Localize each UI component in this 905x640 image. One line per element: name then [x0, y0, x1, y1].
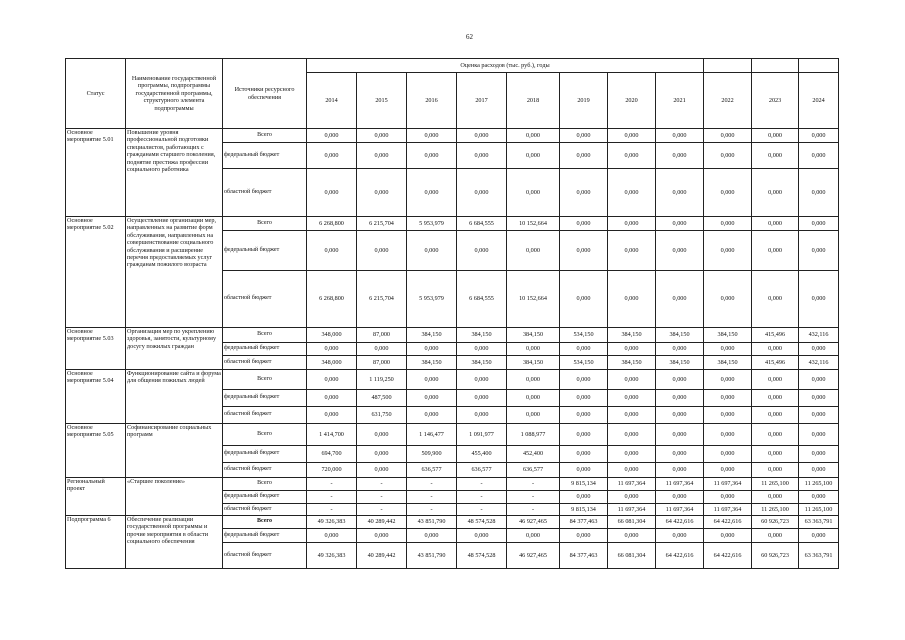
value-cell: 0,000 — [799, 169, 839, 217]
value-cell: 64 422,616 — [656, 516, 704, 529]
value-cell: 0,000 — [507, 390, 560, 407]
value-cell: 0,000 — [704, 446, 752, 463]
value-cell: 0,000 — [704, 390, 752, 407]
value-cell: 0,000 — [560, 169, 608, 217]
value-cell: 0,000 — [656, 463, 704, 478]
value-cell: 0,000 — [799, 529, 839, 543]
value-cell: 0,000 — [307, 407, 357, 424]
row-status: Региональный проект — [66, 478, 126, 516]
value-cell: 0,000 — [608, 143, 656, 169]
value-cell: 0,000 — [752, 370, 799, 390]
value-cell: 0,000 — [704, 370, 752, 390]
table-row — [66, 129, 839, 143]
value-cell: 11 697,364 — [656, 478, 704, 491]
value-cell: 0,000 — [507, 129, 560, 143]
value-cell: 0,000 — [560, 217, 608, 231]
value-cell: 5 953,979 — [407, 271, 457, 328]
value-cell: - — [407, 478, 457, 491]
value-cell: 0,000 — [656, 424, 704, 446]
header-year: 2015 — [357, 73, 407, 129]
value-cell: 0,000 — [799, 343, 839, 356]
value-cell: 0,000 — [407, 390, 457, 407]
value-cell: 694,700 — [307, 446, 357, 463]
value-cell: 0,000 — [608, 217, 656, 231]
value-cell: 84 377,463 — [560, 543, 608, 569]
value-cell: 0,000 — [752, 231, 799, 271]
row-source: федеральный бюджет — [223, 491, 307, 504]
value-cell: 0,000 — [457, 169, 507, 217]
value-cell: 0,000 — [799, 424, 839, 446]
row-source: областной бюджет — [223, 356, 307, 370]
value-cell: 384,150 — [608, 356, 656, 370]
header-sources: Источники ресурсного обеспечения — [223, 59, 307, 129]
value-cell: 0,000 — [704, 217, 752, 231]
value-cell: 0,000 — [656, 231, 704, 271]
value-cell: 11 697,364 — [656, 504, 704, 516]
row-source: Всего — [223, 129, 307, 143]
value-cell: 11 265,100 — [752, 504, 799, 516]
value-cell: 6 684,555 — [457, 271, 507, 328]
value-cell: 0,000 — [357, 424, 407, 446]
value-cell: 0,000 — [704, 529, 752, 543]
row-name: Организация мер по укреплению здоровья, занятости, культурному досугу пожилых граждан — [126, 328, 223, 370]
value-cell: 534,150 — [560, 356, 608, 370]
value-cell: 0,000 — [799, 143, 839, 169]
value-cell: 0,000 — [560, 271, 608, 328]
value-cell: 0,000 — [799, 446, 839, 463]
value-cell: 11 265,100 — [799, 504, 839, 516]
row-status: Основное мероприятие 5.05 — [66, 424, 126, 478]
table-row — [66, 370, 839, 390]
row-source: областной бюджет — [223, 463, 307, 478]
value-cell: 0,000 — [799, 370, 839, 390]
row-status: Основное мероприятие 5.03 — [66, 328, 126, 370]
value-cell: 10 152,664 — [507, 271, 560, 328]
value-cell: 0,000 — [752, 390, 799, 407]
value-cell: 0,000 — [507, 407, 560, 424]
value-cell: 0,000 — [457, 370, 507, 390]
value-cell: 415,496 — [752, 356, 799, 370]
value-cell: 636,577 — [457, 463, 507, 478]
value-cell: 11 265,100 — [799, 478, 839, 491]
row-source: федеральный бюджет — [223, 446, 307, 463]
value-cell: 0,000 — [799, 463, 839, 478]
value-cell: 49 326,383 — [307, 516, 357, 529]
header-year: 2019 — [560, 73, 608, 129]
header-year: 2014 — [307, 73, 357, 129]
value-cell: 0,000 — [357, 169, 407, 217]
value-cell: 0,000 — [560, 390, 608, 407]
value-cell: 0,000 — [457, 143, 507, 169]
value-cell: 0,000 — [656, 343, 704, 356]
value-cell: 0,000 — [357, 231, 407, 271]
header-year: 2023 — [752, 73, 799, 129]
value-cell: 0,000 — [307, 231, 357, 271]
value-cell: 0,000 — [507, 169, 560, 217]
value-cell: 0,000 — [799, 390, 839, 407]
value-cell: - — [507, 504, 560, 516]
value-cell: 0,000 — [656, 407, 704, 424]
value-cell: 534,150 — [560, 328, 608, 343]
row-name: Обеспечение реализации государственной программы и прочие мероприятия в области социального обеспечения — [126, 516, 223, 569]
header-status: Статус — [66, 59, 126, 129]
value-cell: 11 697,364 — [704, 504, 752, 516]
value-cell: 0,000 — [704, 231, 752, 271]
value-cell: 0,000 — [656, 390, 704, 407]
value-cell: 0,000 — [357, 463, 407, 478]
value-cell: 0,000 — [407, 343, 457, 356]
value-cell: 49 326,383 — [307, 543, 357, 569]
value-cell: 720,000 — [307, 463, 357, 478]
header-year: 2020 — [608, 73, 656, 129]
value-cell: 0,000 — [656, 143, 704, 169]
value-cell: - — [457, 491, 507, 504]
value-cell: 455,400 — [457, 446, 507, 463]
value-cell: 415,496 — [752, 328, 799, 343]
value-cell: 0,000 — [457, 407, 507, 424]
value-cell: 0,000 — [799, 407, 839, 424]
row-source: федеральный бюджет — [223, 143, 307, 169]
row-source: областной бюджет — [223, 407, 307, 424]
value-cell: 43 851,790 — [407, 543, 457, 569]
row-source: Всего — [223, 217, 307, 231]
value-cell: 384,150 — [407, 328, 457, 343]
value-cell: 384,150 — [457, 356, 507, 370]
value-cell: 0,000 — [457, 129, 507, 143]
value-cell: 0,000 — [357, 143, 407, 169]
value-cell: 0,000 — [752, 271, 799, 328]
header-year: 2018 — [507, 73, 560, 129]
value-cell: 0,000 — [560, 529, 608, 543]
value-cell: 0,000 — [560, 370, 608, 390]
row-source: Всего — [223, 478, 307, 491]
value-cell: 0,000 — [407, 370, 457, 390]
value-cell: 0,000 — [704, 129, 752, 143]
value-cell: 384,150 — [704, 356, 752, 370]
value-cell: 0,000 — [656, 370, 704, 390]
value-cell: 0,000 — [608, 424, 656, 446]
value-cell: 0,000 — [560, 491, 608, 504]
value-cell: 0,000 — [307, 390, 357, 407]
value-cell: 636,577 — [507, 463, 560, 478]
header-year: 2017 — [457, 73, 507, 129]
value-cell: 0,000 — [307, 343, 357, 356]
value-cell: 6 684,555 — [457, 217, 507, 231]
row-name: Софинансирование социальных программ — [126, 424, 223, 478]
value-cell: 0,000 — [656, 446, 704, 463]
row-source: федеральный бюджет — [223, 343, 307, 356]
value-cell: 0,000 — [752, 491, 799, 504]
table-row — [66, 328, 839, 343]
value-cell: 0,000 — [752, 424, 799, 446]
row-source: областной бюджет — [223, 271, 307, 328]
row-source: Всего — [223, 516, 307, 529]
row-name: «Старшее поколение» — [126, 478, 223, 516]
value-cell: 0,000 — [704, 491, 752, 504]
header-year: 2016 — [407, 73, 457, 129]
row-source: федеральный бюджет — [223, 390, 307, 407]
row-source: федеральный бюджет — [223, 529, 307, 543]
value-cell: 48 574,528 — [457, 516, 507, 529]
value-cell: 636,577 — [407, 463, 457, 478]
value-cell: 0,000 — [752, 529, 799, 543]
value-cell: - — [407, 491, 457, 504]
value-cell: 0,000 — [457, 390, 507, 407]
value-cell: 10 152,664 — [507, 217, 560, 231]
row-source: Всего — [223, 328, 307, 343]
value-cell: 87,000 — [357, 356, 407, 370]
row-status: Подпрограмма 6 — [66, 516, 126, 569]
page-number: 62 — [466, 33, 473, 41]
value-cell: 384,150 — [507, 356, 560, 370]
value-cell: 452,400 — [507, 446, 560, 463]
value-cell: 0,000 — [704, 343, 752, 356]
value-cell: 0,000 — [656, 169, 704, 217]
value-cell: 11 697,364 — [608, 478, 656, 491]
value-cell: 0,000 — [656, 217, 704, 231]
value-cell: 0,000 — [560, 424, 608, 446]
row-status: Основное мероприятие 5.04 — [66, 370, 126, 424]
value-cell: 0,000 — [608, 463, 656, 478]
value-cell: 1 414,700 — [307, 424, 357, 446]
value-cell: 63 363,791 — [799, 543, 839, 569]
value-cell: - — [307, 478, 357, 491]
row-name: Повышение уровня профессиональной подготовки специалистов, работающих с гражданами старшего поколения, поднятие престижа профессии социального работника — [126, 129, 223, 217]
value-cell: 1 091,977 — [457, 424, 507, 446]
value-cell: 0,000 — [656, 271, 704, 328]
value-cell: 384,150 — [656, 356, 704, 370]
value-cell: 40 289,442 — [357, 543, 407, 569]
value-cell: - — [507, 491, 560, 504]
value-cell: 0,000 — [407, 169, 457, 217]
value-cell: 348,000 — [307, 356, 357, 370]
value-cell: 0,000 — [752, 343, 799, 356]
value-cell: 0,000 — [357, 129, 407, 143]
value-cell: - — [457, 478, 507, 491]
value-cell: 46 927,465 — [507, 516, 560, 529]
value-cell: 6 268,800 — [307, 271, 357, 328]
value-cell: 487,500 — [357, 390, 407, 407]
expenditure-table — [65, 58, 839, 569]
value-cell: 9 815,134 — [560, 478, 608, 491]
value-cell: 0,000 — [656, 491, 704, 504]
value-cell: 0,000 — [704, 271, 752, 328]
value-cell: 0,000 — [507, 370, 560, 390]
value-cell: 0,000 — [608, 446, 656, 463]
value-cell: 0,000 — [608, 169, 656, 217]
value-cell: 0,000 — [507, 343, 560, 356]
value-cell: 0,000 — [407, 129, 457, 143]
value-cell: 0,000 — [752, 407, 799, 424]
value-cell: 0,000 — [704, 463, 752, 478]
value-cell: 0,000 — [799, 491, 839, 504]
header-name: Наименование государственной программы, подпрограммы государственной программы, структурного элемента подпрограммы — [126, 59, 223, 129]
value-cell: 0,000 — [752, 143, 799, 169]
value-cell: 0,000 — [307, 529, 357, 543]
value-cell: 0,000 — [307, 169, 357, 217]
value-cell: 0,000 — [799, 271, 839, 328]
row-source: областной бюджет — [223, 543, 307, 569]
value-cell: - — [357, 491, 407, 504]
value-cell: - — [307, 491, 357, 504]
value-cell: 0,000 — [357, 446, 407, 463]
value-cell: 0,000 — [752, 217, 799, 231]
value-cell: 0,000 — [307, 370, 357, 390]
value-cell: 0,000 — [608, 129, 656, 143]
value-cell: 64 422,616 — [656, 543, 704, 569]
value-cell: 509,900 — [407, 446, 457, 463]
value-cell: 6 215,704 — [357, 271, 407, 328]
value-cell: - — [507, 478, 560, 491]
value-cell: 0,000 — [560, 129, 608, 143]
value-cell: 384,150 — [608, 328, 656, 343]
row-source: Всего — [223, 424, 307, 446]
value-cell: 0,000 — [799, 217, 839, 231]
value-cell: 0,000 — [608, 370, 656, 390]
value-cell: 0,000 — [457, 231, 507, 271]
value-cell: 0,000 — [560, 463, 608, 478]
value-cell: 0,000 — [357, 343, 407, 356]
value-cell: 64 422,616 — [704, 516, 752, 529]
value-cell: - — [307, 504, 357, 516]
value-cell: 87,000 — [357, 328, 407, 343]
value-cell: 384,150 — [704, 328, 752, 343]
value-cell: 0,000 — [608, 491, 656, 504]
value-cell: 0,000 — [507, 529, 560, 543]
value-cell: 0,000 — [608, 343, 656, 356]
value-cell: 0,000 — [752, 169, 799, 217]
value-cell: 66 081,304 — [608, 516, 656, 529]
header-year: 2024 — [799, 73, 839, 129]
value-cell: 43 851,790 — [407, 516, 457, 529]
value-cell: 1 146,477 — [407, 424, 457, 446]
value-cell: 40 289,442 — [357, 516, 407, 529]
row-source: областной бюджет — [223, 504, 307, 516]
value-cell: 1 119,250 — [357, 370, 407, 390]
value-cell: 0,000 — [507, 231, 560, 271]
value-cell: 0,000 — [704, 169, 752, 217]
value-cell: 0,000 — [656, 529, 704, 543]
value-cell: 348,000 — [307, 328, 357, 343]
value-cell: 0,000 — [752, 446, 799, 463]
value-cell: 631,750 — [357, 407, 407, 424]
value-cell: 0,000 — [560, 143, 608, 169]
value-cell: 0,000 — [507, 143, 560, 169]
value-cell: 5 953,979 — [407, 217, 457, 231]
value-cell: 64 422,616 — [704, 543, 752, 569]
value-cell: 11 697,364 — [704, 478, 752, 491]
value-cell: 11 697,364 — [608, 504, 656, 516]
header-year: 2021 — [656, 73, 704, 129]
value-cell: 0,000 — [407, 407, 457, 424]
value-cell: - — [457, 504, 507, 516]
value-cell: 0,000 — [608, 390, 656, 407]
header-year: 2022 — [704, 73, 752, 129]
value-cell: 0,000 — [560, 446, 608, 463]
value-cell: 0,000 — [407, 231, 457, 271]
row-source: областной бюджет — [223, 169, 307, 217]
value-cell: 0,000 — [457, 343, 507, 356]
value-cell: 6 268,800 — [307, 217, 357, 231]
value-cell: 0,000 — [307, 143, 357, 169]
value-cell: 46 927,465 — [507, 543, 560, 569]
value-cell: 0,000 — [704, 407, 752, 424]
value-cell: 384,150 — [457, 328, 507, 343]
header-estimate: Оценка расходов (тыс. руб.), годы — [307, 59, 704, 73]
value-cell: 0,000 — [608, 271, 656, 328]
value-cell: 384,150 — [507, 328, 560, 343]
table-row — [66, 424, 839, 446]
row-status: Основное мероприятие 5.02 — [66, 217, 126, 328]
value-cell: 0,000 — [407, 143, 457, 169]
table-row — [66, 217, 839, 231]
value-cell: 60 926,723 — [752, 543, 799, 569]
row-source: федеральный бюджет — [223, 231, 307, 271]
value-cell: 0,000 — [560, 231, 608, 271]
value-cell: - — [407, 504, 457, 516]
table-row — [66, 516, 839, 529]
value-cell: 0,000 — [560, 343, 608, 356]
value-cell: 60 926,723 — [752, 516, 799, 529]
value-cell: 66 081,304 — [608, 543, 656, 569]
value-cell: 11 265,100 — [752, 478, 799, 491]
value-cell: 0,000 — [704, 143, 752, 169]
value-cell: 0,000 — [608, 529, 656, 543]
value-cell: - — [357, 478, 407, 491]
value-cell: 432,116 — [799, 328, 839, 343]
value-cell: 48 574,528 — [457, 543, 507, 569]
value-cell: 0,000 — [457, 529, 507, 543]
value-cell: 384,150 — [656, 328, 704, 343]
row-name: Функционирование сайта и форума для общения пожилых людей — [126, 370, 223, 424]
value-cell: 0,000 — [799, 129, 839, 143]
value-cell: - — [357, 504, 407, 516]
value-cell: 0,000 — [752, 463, 799, 478]
value-cell: 432,116 — [799, 356, 839, 370]
value-cell: 9 815,134 — [560, 504, 608, 516]
value-cell: 0,000 — [656, 129, 704, 143]
row-name: Осуществление организации мер, направленных на развитие форм обслуживания, направленных на совершенствование социального обслуживания и расширение перечня предоставляемых услуг гражданам пожилого возраста — [126, 217, 223, 328]
value-cell: 0,000 — [799, 231, 839, 271]
value-cell: 0,000 — [608, 231, 656, 271]
table-row — [66, 478, 839, 491]
value-cell: 0,000 — [307, 129, 357, 143]
value-cell: 63 363,791 — [799, 516, 839, 529]
row-status: Основное мероприятие 5.01 — [66, 129, 126, 217]
value-cell: 0,000 — [704, 424, 752, 446]
value-cell: 1 088,977 — [507, 424, 560, 446]
value-cell: 0,000 — [608, 407, 656, 424]
row-source: Всего — [223, 370, 307, 390]
value-cell: 84 377,463 — [560, 516, 608, 529]
value-cell: 0,000 — [560, 407, 608, 424]
value-cell: 0,000 — [752, 129, 799, 143]
value-cell: 0,000 — [407, 529, 457, 543]
value-cell: 384,150 — [407, 356, 457, 370]
value-cell: 0,000 — [357, 529, 407, 543]
value-cell: 6 215,704 — [357, 217, 407, 231]
